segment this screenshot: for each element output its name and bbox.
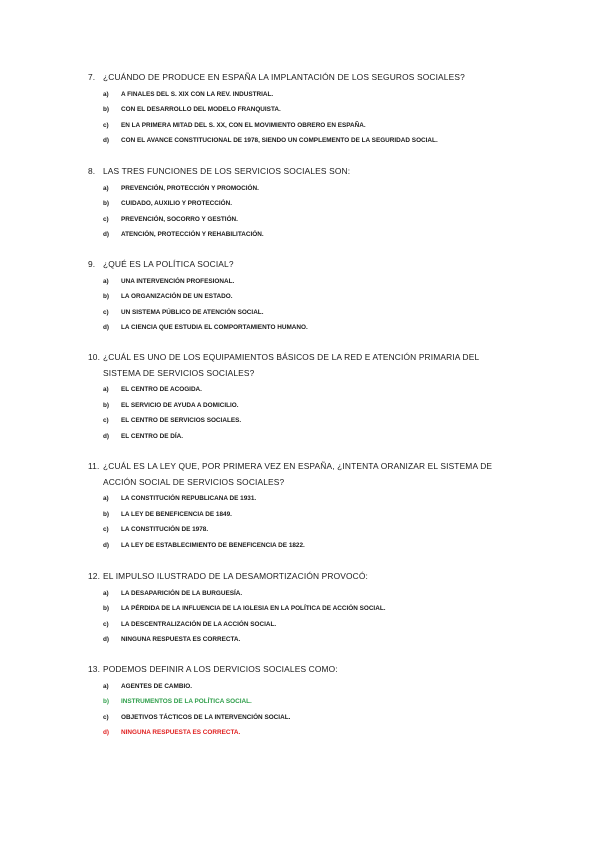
question-text: ¿QUÉ ES LA POLÍTICA SOCIAL? xyxy=(103,259,234,269)
option-text: ATENCIÓN, PROTECCIÓN Y REHABILITACIÓN. xyxy=(121,231,264,239)
option-d xyxy=(88,632,518,648)
question-text: PODEMOS DEFINIR A LOS DERVICIOS SOCIALES COMO: xyxy=(103,664,338,674)
option-letter: c) xyxy=(103,620,109,628)
option-text: AGENTES DE CAMBIO. xyxy=(121,682,193,690)
option-a xyxy=(88,491,518,507)
option-text: EL SERVICIO DE AYUDA A DOMICILIO. xyxy=(121,401,239,409)
option-letter: d) xyxy=(103,231,110,239)
option-letter: d) xyxy=(103,636,110,644)
option-letter: a) xyxy=(103,90,109,98)
option-letter: b) xyxy=(103,698,110,706)
option-d xyxy=(88,227,518,243)
question-text: ¿CUÁL ES LA LEY QUE, POR PRIMERA VEZ EN ESPAÑA, ¿INTENTA ORANIZAR EL SISTEMA DE ACCIÓN SOCIAL DE SERVICIOS SOCIALES? xyxy=(103,461,493,487)
option-c xyxy=(88,617,518,633)
option-text: NINGUNA RESPUESTA ES CORRECTA. xyxy=(121,636,241,644)
question-text: ¿CUÁL ES UNO DE LOS EQUIPAMIENTOS BÁSICOS DE LA RED E ATENCIÓN PRIMARIA DEL SISTEMA DE SERVICIOS SOCIALES? xyxy=(103,352,479,378)
question-number: 9. xyxy=(88,259,96,269)
option-c xyxy=(88,118,518,134)
question-number: 10. xyxy=(88,352,101,362)
option-letter: d) xyxy=(103,324,110,332)
option-a xyxy=(88,274,518,290)
option-letter: b) xyxy=(103,106,110,114)
option-c xyxy=(88,522,518,538)
option-text: UNA INTERVENCIÓN PROFESIONAL. xyxy=(121,277,235,285)
option-text: LA LEY DE ESTABLECIMIENTO DE BENEFICENCIA DE 1822. xyxy=(121,541,305,549)
option-b xyxy=(88,289,518,305)
option-text: EL CENTRO DE DÍA. xyxy=(121,432,184,440)
question-8 xyxy=(88,164,518,243)
question-text: EL IMPULSO ILUSTRADO DE LA DESAMORTIZACIÓN PROVOCÓ: xyxy=(103,571,368,581)
option-b xyxy=(88,196,518,212)
option-text: LA CONSTITUCIÓN REPUBLICANA DE 1931. xyxy=(121,495,257,502)
option-text: EN LA PRIMERA MITAD DEL S. XX, CON EL MOVIMIENTO OBRERO EN ESPAÑA. xyxy=(121,121,366,129)
option-text: CON EL DESARROLLO DEL MODELO FRANQUISTA. xyxy=(121,106,281,114)
option-text: PREVENCIÓN, SOCORRO Y GESTIÓN. xyxy=(121,215,238,223)
option-text: LA DESAPARICIÓN DE LA BURGUESÍA. xyxy=(121,589,243,597)
option-b xyxy=(88,398,518,414)
option-letter: b) xyxy=(103,293,110,301)
option-b xyxy=(88,601,518,617)
option-a xyxy=(88,679,518,695)
option-letter: a) xyxy=(103,277,109,285)
option-letter: b) xyxy=(103,605,110,613)
option-letter: b) xyxy=(103,510,110,518)
option-letter: c) xyxy=(103,308,109,316)
option-text: EL CENTRO DE ACOGIDA. xyxy=(121,386,202,393)
option-letter: a) xyxy=(103,589,109,597)
option-letter: a) xyxy=(103,184,109,192)
option-c xyxy=(88,710,518,726)
question-13 xyxy=(88,662,518,741)
question-text: LAS TRES FUNCIONES DE LOS SERVICIOS SOCIALES SON: xyxy=(103,166,351,176)
option-text: UN SISTEMA PÚBLICO DE ATENCIÓN SOCIAL. xyxy=(121,308,264,316)
option-letter: d) xyxy=(103,729,110,737)
option-letter: c) xyxy=(103,526,109,534)
option-d xyxy=(88,133,518,149)
option-text: PREVENCIÓN, PROTECCIÓN Y PROMOCIÓN. xyxy=(121,184,259,192)
question-text: ¿CUÁNDO DE PRODUCE EN ESPAÑA LA IMPLANTACIÓN DE LOS SEGUROS SOCIALES? xyxy=(103,72,465,82)
option-d xyxy=(88,429,518,445)
option-text: CON EL AVANCE CONSTITUCIONAL DE 1978, SIENDO UN COMPLEMENTO DE LA SEGURIDAD SOCIAL. xyxy=(121,137,438,145)
option-text: NINGUNA RESPUESTA ES CORRECTA. xyxy=(121,729,241,737)
option-text: LA CONSTITUCIÓN DE 1978. xyxy=(121,526,209,534)
option-a xyxy=(88,181,518,197)
option-letter: c) xyxy=(103,713,109,721)
question-number: 12. xyxy=(88,571,101,581)
question-10 xyxy=(88,350,518,444)
question-12 xyxy=(88,569,518,648)
option-letter: d) xyxy=(103,432,110,440)
question-number: 13. xyxy=(88,664,101,674)
option-a xyxy=(88,382,518,398)
question-9 xyxy=(88,257,518,336)
option-d xyxy=(88,538,518,554)
option-d xyxy=(88,320,518,336)
option-d-incorrect xyxy=(88,725,518,741)
question-11 xyxy=(88,459,518,553)
option-a xyxy=(88,87,518,103)
option-text: OBJETIVOS TÁCTICOS DE LA INTERVENCIÓN SOCIAL. xyxy=(121,713,291,721)
question-number: 11. xyxy=(88,461,100,471)
option-b xyxy=(88,507,518,523)
option-a xyxy=(88,586,518,602)
option-letter: c) xyxy=(103,121,109,129)
option-b-correct xyxy=(88,694,518,710)
question-7 xyxy=(88,70,518,149)
option-letter: d) xyxy=(103,137,110,145)
option-text: EL CENTRO DE SERVICIOS SOCIALES. xyxy=(121,417,242,425)
option-text: LA PÉRDIDA DE LA INFLUENCIA DE LA IGLESIA EN LA POLÍTICA DE ACCIÓN SOCIAL. xyxy=(121,605,386,613)
option-text: A FINALES DEL S. XIX CON LA REV. INDUSTRIAL. xyxy=(121,90,274,98)
option-c xyxy=(88,212,518,228)
option-letter: b) xyxy=(103,401,110,409)
option-c xyxy=(88,305,518,321)
option-letter: a) xyxy=(103,495,109,502)
option-text: LA DESCENTRALIZACIÓN DE LA ACCIÓN SOCIAL. xyxy=(121,620,277,628)
option-text: LA ORGANIZACIÓN DE UN ESTADO. xyxy=(121,293,233,301)
option-text: CUIDADO, AUXILIO Y PROTECCIÓN. xyxy=(121,200,233,208)
option-letter: d) xyxy=(103,541,110,549)
question-number: 8. xyxy=(88,166,96,176)
option-letter: c) xyxy=(103,215,109,223)
question-number: 7. xyxy=(88,72,96,82)
option-c xyxy=(88,413,518,429)
option-text: INSTRUMENTOS DE LA POLÍTICA SOCIAL. xyxy=(121,698,252,706)
option-text: LA LEY DE BENEFICENCIA DE 1849. xyxy=(121,510,232,518)
option-letter: b) xyxy=(103,200,110,208)
option-text: LA CIENCIA QUE ESTUDIA EL COMPORTAMIENTO HUMANO. xyxy=(121,324,308,332)
option-b xyxy=(88,102,518,118)
option-letter: a) xyxy=(103,386,109,393)
option-letter: a) xyxy=(103,682,109,690)
option-letter: c) xyxy=(103,417,109,425)
